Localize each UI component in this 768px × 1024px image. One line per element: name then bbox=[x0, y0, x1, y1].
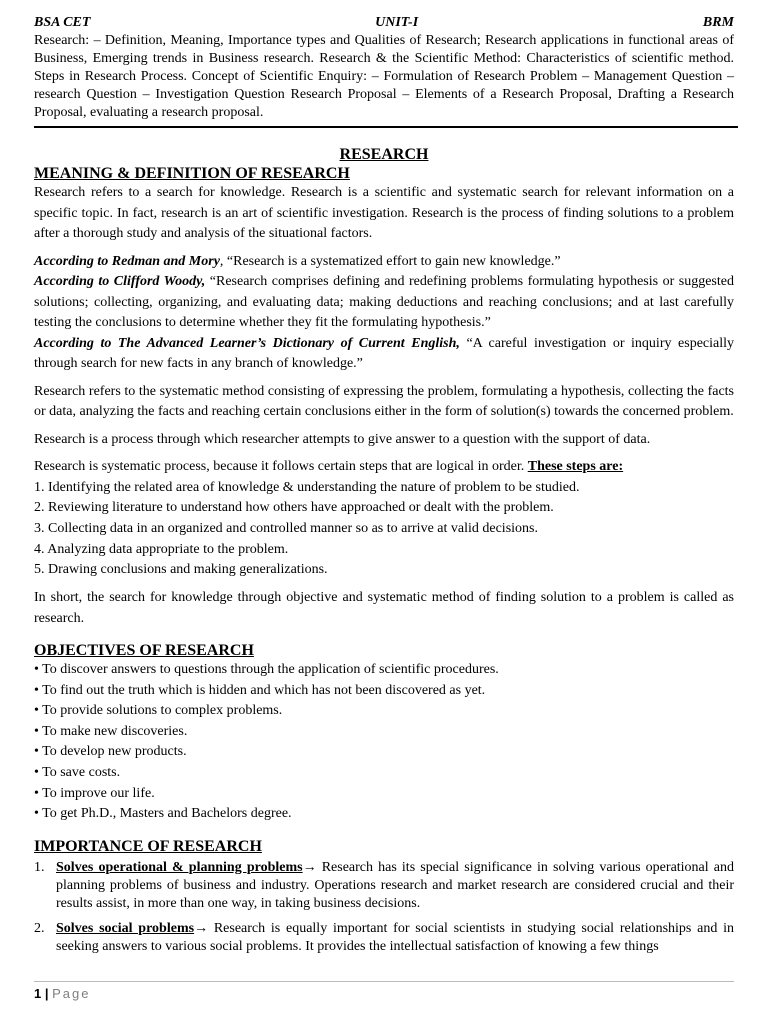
definition-redman bbox=[34, 252, 734, 273]
item-title: Solves social problems bbox=[56, 920, 195, 936]
document-page bbox=[34, 14, 734, 956]
definition-source: According to Clifford Woody, bbox=[34, 274, 206, 289]
arrow-icon: → bbox=[302, 859, 317, 875]
objective-item: • To improve our life. bbox=[34, 785, 155, 801]
definition-text: “A careful investigation or inquiry especially through search for new facts in any branch of knowledge.” bbox=[34, 335, 734, 371]
item-body bbox=[56, 859, 734, 913]
intro-paragraph: Research refers to a search for knowledge. Research is a scientific and systematic search for relevant information on a specific topic. In fact, research is an art of scientific investigation. Research is the process of finding solutions to a problem after a thorough study and analysis of the situational factors. bbox=[34, 185, 734, 241]
item-text: Research is equally important for social scientists in studying social relationships and in seeking answers to various social problems. It provides the intellectual satisfaction of knowing a few things bbox=[56, 920, 735, 954]
objective-item: • To get Ph.D., Masters and Bachelors degree. bbox=[34, 806, 292, 822]
step-item: 2. Reviewing literature to understand how others have approached or dealt with the problem. bbox=[34, 500, 554, 516]
paragraph-systematic-method: Research refers to the systematic method consisting of expressing the problem, formulating a hypothesis, collecting the facts or data, analyzing the facts and reaching certain conclusions either in the form of solution(s) towards the concerned problem. bbox=[34, 383, 734, 419]
header-center: UNIT-I bbox=[375, 15, 419, 30]
steps-intro-text: Research is systematic process, because it follows certain steps that are logical in order. bbox=[34, 459, 528, 474]
page-number: 1 bbox=[34, 986, 42, 1001]
page-title: RESEARCH bbox=[339, 146, 429, 163]
summary-paragraph: In short, the search for knowledge through objective and systematic method of finding solution to a problem is called as research. bbox=[34, 590, 734, 626]
section-heading-objectives: OBJECTIVES OF RESEARCH bbox=[34, 642, 254, 660]
page-word: Page bbox=[52, 986, 91, 1001]
definition-source: According to The Advanced Learner’s Dictionary of Current English, bbox=[34, 335, 460, 351]
paragraph-steps-intro bbox=[34, 457, 734, 478]
definition-dictionary bbox=[34, 334, 734, 375]
paragraph-process: Research is a process through which researcher attempts to give answer to a question with the support of data. bbox=[34, 431, 651, 447]
objective-item: • To find out the truth which is hidden and which has not been discovered as yet. bbox=[34, 682, 486, 698]
objective-item: • To develop new products. bbox=[34, 744, 187, 760]
objective-item: • To discover answers to questions through the application of scientific procedures. bbox=[34, 662, 499, 678]
page-header bbox=[34, 14, 734, 32]
item-body bbox=[56, 920, 734, 956]
steps-list bbox=[34, 478, 734, 582]
footer-separator: | bbox=[41, 986, 53, 1001]
definition-text: , “Research is a systematized effort to gain new knowledge.” bbox=[219, 253, 561, 269]
objectives-list bbox=[34, 660, 734, 825]
item-number: 1. bbox=[34, 859, 45, 875]
objective-item: • To provide solutions to complex problems. bbox=[34, 703, 283, 719]
importance-item bbox=[34, 859, 734, 913]
item-text: Research has its special significance in solving various operational and planning problems of business and industry. Operations research and market research are considered crucial and their results assist, in more than one way, in taking business decisions. bbox=[56, 859, 734, 911]
item-number: 2. bbox=[34, 920, 45, 936]
objective-item: • To make new discoveries. bbox=[34, 723, 188, 739]
item-title: Solves operational & planning problems bbox=[56, 859, 303, 875]
objective-item: • To save costs. bbox=[34, 764, 121, 780]
definition-text: “Research comprises defining and redefining problems formulating hypothesis or suggested solutions; collecting, organizing, and evaluating data; making deductions and reaching conclusions; and at last carefully testing the conclusions to determine whether they fit the formulating hypothesis.” bbox=[34, 274, 734, 330]
importance-item bbox=[34, 920, 734, 956]
step-item: 4. Analyzing data appropriate to the problem. bbox=[34, 541, 289, 557]
step-item: 5. Drawing conclusions and making generalizations. bbox=[34, 562, 328, 578]
steps-label: These steps are: bbox=[527, 459, 624, 474]
arrow-icon: → bbox=[194, 920, 209, 936]
definition-woody bbox=[34, 272, 734, 334]
step-item: 3. Collecting data in an organized and controlled manner so as to arrive at valid decisions. bbox=[34, 520, 538, 536]
section-heading-importance: IMPORTANCE OF RESEARCH bbox=[34, 837, 262, 855]
step-item: 1. Identifying the related area of knowledge & understanding the nature of problem to be studied. bbox=[34, 479, 580, 495]
definition-source: According to Redman and Mory bbox=[34, 253, 220, 269]
section-heading-meaning: MEANING & DEFINITION OF RESEARCH bbox=[34, 165, 350, 182]
header-rule bbox=[34, 126, 738, 128]
header-right: BRM bbox=[702, 15, 734, 30]
page-footer bbox=[34, 981, 734, 1001]
header-left: BSA CET bbox=[34, 15, 91, 30]
syllabus-text: Research: – Definition, Meaning, Importance types and Qualities of Research; Research applications in functional areas of Business, Emerging trends in Business research. Research & the Scientific Method: Characteristics of scientific method. Steps in Research Process. Concept of Scientific Enquiry: – Formulation of Research Problem – Management Question – research Question – Investigation Question Research Proposal – Elements of a Research Proposal, Drafting a Research Proposal, evaluating a research proposal. bbox=[34, 33, 734, 120]
